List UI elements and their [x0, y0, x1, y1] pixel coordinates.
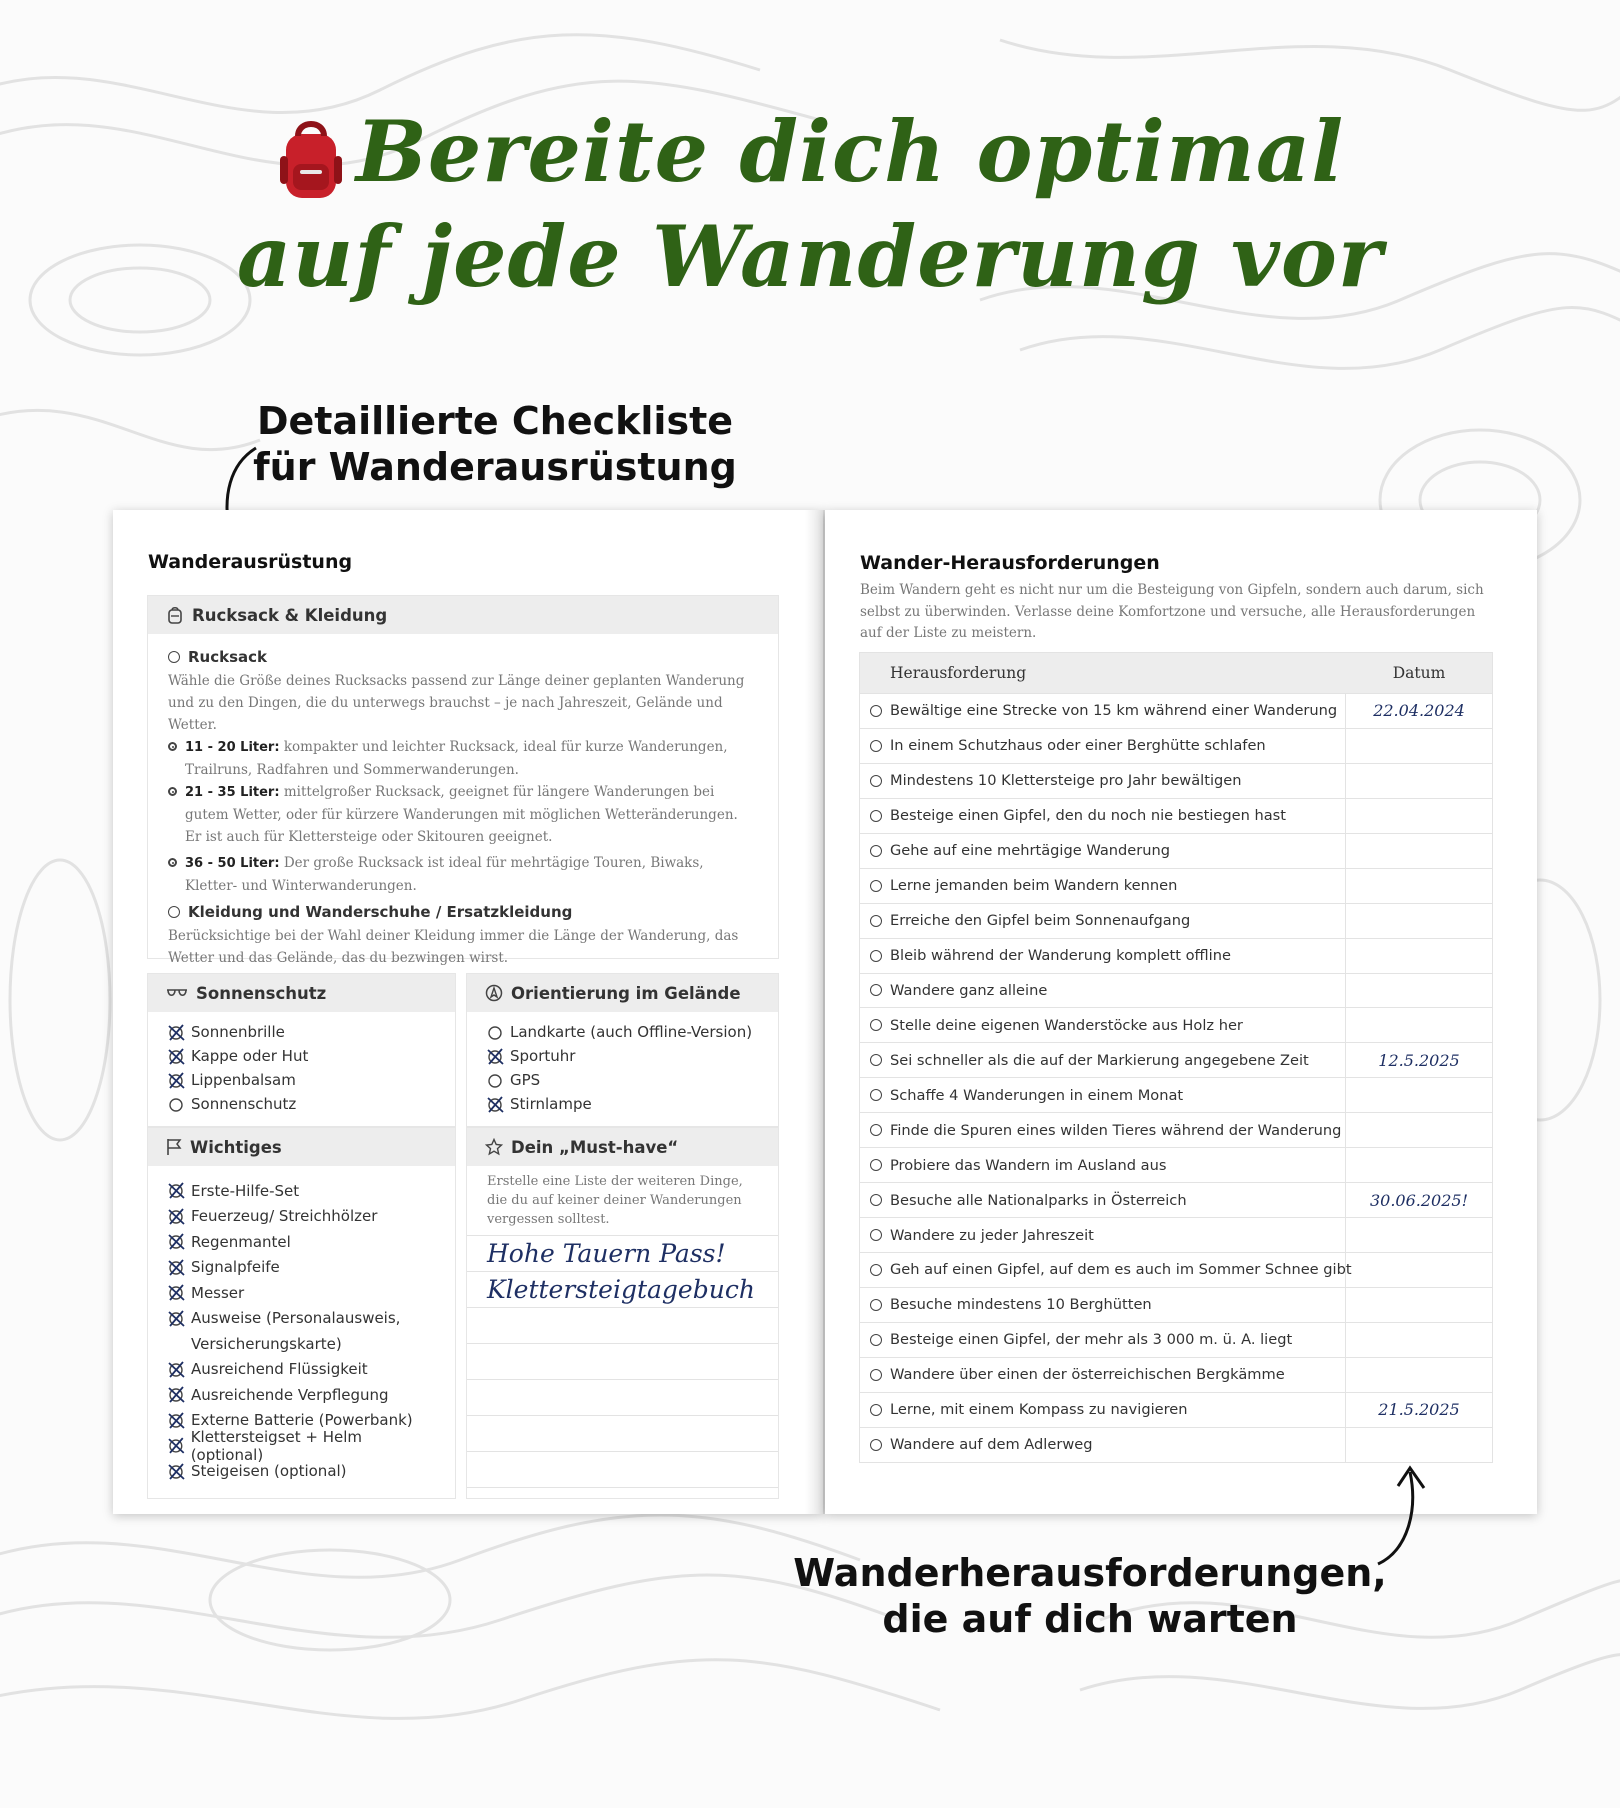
left-page-title: Wanderausrüstung [148, 551, 353, 573]
challenges-callout-line-2: die auf dich warten [882, 1597, 1298, 1641]
challenge-cell [860, 1323, 1346, 1357]
col-header-date: Datum [1392, 664, 1446, 682]
date-cell[interactable] [1346, 1428, 1492, 1462]
challenges-callout [780, 1550, 1400, 1642]
challenge-text: Schaffe 4 Wanderungen in einem Monat [890, 1086, 1184, 1104]
checked-checkbox-icon[interactable] [487, 1048, 504, 1065]
date-cell[interactable] [1346, 729, 1492, 763]
date-cell[interactable] [1346, 799, 1492, 833]
table-row [860, 693, 1492, 728]
sonnenschutz-list [148, 1012, 455, 1116]
challenge-text: In einem Schutzhaus oder einer Berghütte schlafen [890, 737, 1266, 755]
checklist-item-label: Steigeisen (optional) [191, 1462, 347, 1481]
challenge-checkbox[interactable] [870, 915, 882, 927]
wichtiges-box [147, 1127, 456, 1499]
col-header-challenge: Herausforderung [890, 664, 1027, 682]
table-row [860, 1252, 1492, 1287]
date-cell[interactable] [1346, 1323, 1492, 1357]
date-cell[interactable] [1346, 1183, 1492, 1217]
challenge-checkbox[interactable] [870, 810, 882, 822]
table-row [860, 728, 1492, 763]
table-row [860, 1077, 1492, 1112]
bullet-icon [168, 787, 177, 796]
challenge-checkbox[interactable] [870, 1019, 882, 1031]
date-cell[interactable] [1346, 1253, 1492, 1287]
challenge-text: Bewältige eine Strecke von 15 km während einer Wanderung [890, 702, 1338, 720]
checklist-item[interactable] [487, 1044, 758, 1068]
orientierung-header [467, 974, 778, 1012]
compass-icon [485, 984, 503, 1002]
challenge-cell [860, 1253, 1352, 1287]
checklist-item-label: Sonnenbrille [191, 1023, 285, 1041]
checked-checkbox-icon[interactable] [168, 1208, 185, 1225]
date-cell[interactable] [1346, 764, 1492, 798]
checklist-item-label: Stirnlampe [510, 1095, 592, 1113]
checked-checkbox-icon[interactable] [168, 1463, 185, 1480]
challenge-cell [860, 1113, 1346, 1147]
musthave-desc: Erstelle eine Liste der weiteren Dinge, die du auf keiner deiner Wanderungen vergessen solltest. [487, 1174, 743, 1227]
headline-line-2: auf jede Wanderung vor [236, 207, 1384, 306]
challenge-cell [860, 974, 1346, 1008]
challenge-text: Finde die Spuren eines wilden Tieres während der Wanderung [890, 1121, 1342, 1139]
challenge-checkbox[interactable] [870, 740, 882, 752]
checked-checkbox-icon[interactable] [168, 1412, 185, 1429]
challenge-cell [860, 1428, 1346, 1462]
checked-checkbox-icon[interactable] [168, 1024, 185, 1041]
orientierung-box [466, 973, 779, 1127]
challenges-callout-line-1: Wanderherausforderungen, [793, 1551, 1387, 1595]
challenge-cell [860, 1183, 1346, 1217]
sonnenschutz-box [147, 973, 456, 1127]
date-cell[interactable] [1346, 939, 1492, 973]
challenge-text: Besuche mindestens 10 Berghütten [890, 1296, 1152, 1314]
challenge-checkbox[interactable] [870, 1404, 882, 1416]
checked-checkbox-icon[interactable] [487, 1096, 504, 1113]
checked-checkbox-icon[interactable] [168, 1361, 185, 1378]
challenge-checkbox[interactable] [870, 1369, 882, 1381]
musthave-entry-2[interactable]: Klettersteigtagebuch [487, 1275, 755, 1304]
checked-checkbox-icon[interactable] [168, 1284, 185, 1301]
clothing-item-title: Kleidung und Wanderschuhe / Ersatzkleidung [188, 903, 573, 921]
challenge-checkbox[interactable] [870, 1229, 882, 1241]
unchecked-checkbox-icon[interactable] [487, 1024, 504, 1041]
wichtiges-header-label: Wichtiges [190, 1137, 282, 1157]
table-row [860, 1112, 1492, 1147]
right-page-title: Wander-Herausforderungen [860, 552, 1160, 574]
checklist-item[interactable] [168, 1178, 435, 1204]
challenge-cell [860, 1148, 1346, 1182]
musthave-blank-line[interactable] [467, 1380, 778, 1416]
date-cell[interactable] [1346, 869, 1492, 903]
size-label-1: 11 - 20 Liter: [185, 740, 280, 755]
checklist-item[interactable] [168, 1092, 435, 1116]
checklist-item[interactable] [168, 1357, 435, 1383]
rucksack-checkbox[interactable] [168, 651, 180, 663]
checklist-callout [250, 398, 740, 490]
checklist-item-label: Landkarte (auch Offline-Version) [510, 1023, 753, 1041]
table-row [860, 1042, 1492, 1077]
headline-line-1 [0, 102, 1620, 202]
checked-checkbox-icon[interactable] [168, 1259, 185, 1276]
table-row [860, 1007, 1492, 1042]
date-cell[interactable] [1346, 834, 1492, 868]
checked-checkbox-icon[interactable] [168, 1233, 185, 1250]
rucksack-header-label: Rucksack & Kleidung [192, 605, 388, 625]
challenge-cell [860, 764, 1346, 798]
backpack-icon [276, 116, 346, 202]
checklist-item-label: Sonnenschutz [191, 1095, 297, 1113]
sonnenschutz-header-label: Sonnenschutz [196, 983, 327, 1003]
challenge-cell [860, 1358, 1346, 1392]
checked-checkbox-icon[interactable] [168, 1072, 185, 1089]
orientierung-header-label: Orientierung im Gelände [511, 983, 741, 1003]
bullet-icon [168, 742, 177, 751]
checklist-item[interactable] [487, 1092, 758, 1116]
challenge-cell [860, 799, 1346, 833]
challenge-text: Geh auf einen Gipfel, auf dem es auch im Sommer Schnee gibt [890, 1261, 1352, 1279]
checklist-item[interactable] [168, 1068, 435, 1092]
table-row [860, 798, 1492, 833]
unchecked-checkbox-icon[interactable] [487, 1072, 504, 1089]
challenge-cell [860, 834, 1346, 868]
size-text-3: Der große Rucksack ist ideal für mehrtägige Touren, Biwaks, Kletter- und Winterwanderungen. [185, 855, 704, 894]
checklist-item-label: Sportuhr [510, 1047, 576, 1065]
table-row [860, 868, 1492, 903]
checklist-item-label: Ausreichende Verpflegung [191, 1385, 389, 1404]
date-cell[interactable] [1346, 1393, 1492, 1427]
challenge-cell [860, 694, 1346, 728]
table-row [860, 973, 1492, 1008]
challenge-checkbox[interactable] [870, 950, 882, 962]
challenge-text: Wandere zu jeder Jahreszeit [890, 1226, 1094, 1244]
challenge-checkbox[interactable] [870, 775, 882, 787]
challenge-text: Wandere über einen der österreichischen Bergkämme [890, 1366, 1285, 1384]
star-icon [485, 1138, 503, 1156]
flag-icon [166, 1138, 182, 1156]
challenge-checkbox[interactable] [870, 1089, 882, 1101]
checklist-item-label: GPS [510, 1071, 541, 1089]
orientierung-list [467, 1012, 778, 1116]
challenge-text: Lerne, mit einem Kompass zu navigieren [890, 1401, 1188, 1419]
rucksack-item-title: Rucksack [188, 648, 268, 666]
table-row [860, 1322, 1492, 1357]
wichtiges-list [148, 1166, 455, 1484]
table-row [860, 1182, 1492, 1217]
challenge-checkbox[interactable] [870, 1264, 882, 1276]
challenge-text: Erreiche den Gipfel beim Sonnenaufgang [890, 912, 1191, 930]
headline-text-1: Bereite dich optimal [355, 102, 1345, 201]
checklist-item-label: Externe Batterie (Powerbank) [191, 1411, 413, 1430]
checked-checkbox-icon[interactable] [168, 1048, 185, 1065]
challenge-checkbox[interactable] [870, 1439, 882, 1451]
checklist-item-label: Erste-Hilfe-Set [191, 1181, 300, 1200]
challenge-text: Besteige einen Gipfel, der mehr als 3 000 m. ü. A. liegt [890, 1331, 1293, 1349]
sonnenschutz-header [148, 974, 455, 1012]
challenge-checkbox[interactable] [870, 1194, 882, 1206]
challenge-cell [860, 1218, 1346, 1252]
challenge-checkbox[interactable] [870, 984, 882, 996]
challenge-cell [860, 939, 1346, 973]
challenge-text: Bleib während der Wanderung komplett offline [890, 947, 1231, 965]
date-cell[interactable] [1346, 1008, 1492, 1042]
challenge-text: Mindestens 10 Klettersteige pro Jahr bewältigen [890, 772, 1242, 790]
challenge-cell [860, 729, 1346, 763]
challenge-text: Besuche alle Nationalparks in Österreich [890, 1191, 1187, 1209]
challenges-table-body [860, 693, 1492, 1462]
musthave-blank-line[interactable] [467, 1308, 778, 1344]
table-row [860, 1217, 1492, 1252]
checklist-item-label: Kappe oder Hut [191, 1047, 309, 1065]
date-cell[interactable] [1346, 1043, 1492, 1077]
date-cell[interactable] [1346, 974, 1492, 1008]
table-row [860, 833, 1492, 868]
challenge-cell [860, 1393, 1346, 1427]
size-text-2: mittelgroßer Rucksack, geeignet für längere Wanderungen bei gutem Wetter, oder für kürzere Wanderungen mit möglichen Wetteränderungen. Er ist auch für Klettersteige oder Skitouren geeignet. [185, 784, 738, 845]
date-cell[interactable] [1346, 694, 1492, 728]
size-bullet-3 [168, 852, 758, 897]
challenge-checkbox[interactable] [870, 1299, 882, 1311]
challenge-cell [860, 1078, 1346, 1112]
clothing-checkbox[interactable] [168, 906, 180, 918]
checklist-item-label: Messer [191, 1283, 245, 1302]
checklist-item[interactable] [487, 1068, 758, 1092]
challenge-checkbox[interactable] [870, 1124, 882, 1136]
size-bullet-1 [168, 736, 758, 781]
right-page-intro: Beim Wandern geht es nicht nur um die Besteigung von Gipfeln, sondern auch darum, sich selbst zu überwinden. Verlasse deine Komfortzone und versuche, alle Herausforderungen auf der Liste zu meistern. [860, 582, 1484, 641]
challenge-checkbox[interactable] [870, 705, 882, 717]
checklist-item[interactable] [168, 1229, 435, 1255]
table-row [860, 1147, 1492, 1182]
challenge-date: 30.06.2025! [1369, 1190, 1469, 1210]
rucksack-header [148, 596, 778, 634]
challenges-table-header [860, 653, 1492, 693]
challenge-date: 22.04.2024 [1373, 701, 1465, 721]
table-row [860, 903, 1492, 938]
challenge-checkbox[interactable] [870, 1334, 882, 1346]
checklist-item[interactable] [168, 1306, 435, 1332]
challenge-cell [860, 1288, 1346, 1322]
checklist-item[interactable] [168, 1427, 435, 1464]
checklist-item[interactable] [168, 1331, 435, 1357]
challenge-text: Stelle deine eigenen Wanderstöcke aus Holz her [890, 1016, 1243, 1034]
challenge-checkbox[interactable] [870, 1054, 882, 1066]
checklist-item-label: Ausweise (Personalausweis, [191, 1309, 401, 1328]
backpack-outline-icon [166, 606, 184, 624]
checklist-item[interactable] [168, 1204, 435, 1230]
musthave-header-label: Dein „Must-have“ [511, 1137, 679, 1157]
checked-checkbox-icon[interactable] [168, 1437, 185, 1454]
musthave-blank-line[interactable] [467, 1344, 778, 1380]
checklist-item-label: Ausreichend Flüssigkeit [191, 1360, 368, 1379]
checklist-item-label: Versicherungskarte) [191, 1334, 342, 1353]
unchecked-checkbox-icon[interactable] [168, 1096, 185, 1113]
checklist-item[interactable] [487, 1020, 758, 1044]
checklist-item-label: Lippenbalsam [191, 1071, 296, 1089]
size-bullet-2 [168, 781, 758, 848]
checked-checkbox-icon[interactable] [168, 1386, 185, 1403]
date-cell[interactable] [1346, 1113, 1492, 1147]
table-row [860, 1392, 1492, 1427]
date-cell[interactable] [1346, 1078, 1492, 1112]
rucksack-item-desc: Wähle die Größe deines Rucksacks passend zur Länge deiner geplanten Wanderung und zu den Dingen, die du unterwegs brauchst – je nach Jahreszeit, Gelände und Wetter. [168, 673, 745, 733]
checklist-callout-line-1: Detaillierte Checkliste [256, 399, 734, 443]
challenge-text: Gehe auf eine mehrtägige Wanderung [890, 842, 1171, 860]
checklist-item[interactable] [168, 1382, 435, 1408]
challenges-table [859, 652, 1493, 1463]
musthave-blank-line[interactable] [467, 1416, 778, 1452]
checklist-item-label: Feuerzeug/ Streichhölzer [191, 1207, 378, 1226]
date-cell[interactable] [1346, 1358, 1492, 1392]
checklist-item[interactable] [168, 1020, 435, 1044]
challenge-text: Wandere ganz alleine [890, 981, 1048, 999]
checked-checkbox-icon[interactable] [168, 1310, 185, 1327]
checklist-callout-line-2: für Wanderausrüstung [253, 445, 737, 489]
checklist-item-label: Regenmantel [191, 1232, 291, 1251]
checklist-item[interactable] [168, 1255, 435, 1281]
checklist-item-label: Signalpfeife [191, 1258, 280, 1277]
date-cell[interactable] [1346, 904, 1492, 938]
date-cell[interactable] [1346, 1218, 1492, 1252]
checklist-item-label: Klettersteigset + Helm (optional) [190, 1427, 363, 1464]
challenge-checkbox[interactable] [870, 880, 882, 892]
clothing-item-desc: Berücksichtige bei der Wahl deiner Kleidung immer die Länge der Wanderung, das Wetter und das Gelände, das du bezwingen wirst. [168, 928, 739, 966]
challenge-text: Besteige einen Gipfel, den du noch nie bestiegen hast [890, 807, 1286, 825]
date-cell[interactable] [1346, 1148, 1492, 1182]
checked-checkbox-icon[interactable] [168, 1182, 185, 1199]
table-row [860, 938, 1492, 973]
musthave-header [467, 1128, 778, 1166]
checklist-item[interactable] [168, 1280, 435, 1306]
musthave-box [466, 1127, 779, 1499]
sunglasses-icon [166, 986, 188, 1000]
rucksack-box [147, 595, 779, 966]
challenge-date: 12.5.2025 [1378, 1050, 1460, 1070]
table-row [860, 763, 1492, 798]
challenge-checkbox[interactable] [870, 845, 882, 857]
table-row [860, 1287, 1492, 1322]
challenge-text: Wandere auf dem Adlerweg [890, 1436, 1093, 1454]
challenge-text: Probiere das Wandern im Ausland aus [890, 1156, 1167, 1174]
checklist-item[interactable] [168, 1044, 435, 1068]
challenge-cell [860, 869, 1346, 903]
size-text-1: kompakter und leichter Rucksack, ideal für kurze Wanderungen, Trailruns, Radfahren und Sommerwanderungen. [185, 739, 728, 778]
wichtiges-header [148, 1128, 455, 1166]
challenge-checkbox[interactable] [870, 1159, 882, 1171]
size-label-3: 36 - 50 Liter: [185, 856, 280, 871]
musthave-blank-line[interactable] [467, 1452, 778, 1488]
challenge-cell [860, 1043, 1346, 1077]
musthave-entry-1[interactable]: Hohe Tauern Pass! [487, 1239, 726, 1268]
table-row [860, 1357, 1492, 1392]
challenge-text: Sei schneller als die auf der Markierung angegebene Zeit [890, 1051, 1309, 1069]
challenge-cell [860, 904, 1346, 938]
challenge-text: Lerne jemanden beim Wandern kennen [890, 877, 1178, 895]
date-cell[interactable] [1346, 1288, 1492, 1322]
bullet-icon [168, 858, 177, 867]
table-row [860, 1427, 1492, 1462]
challenge-date: 21.5.2025 [1378, 1400, 1460, 1420]
challenge-cell [860, 1008, 1346, 1042]
size-label-2: 21 - 35 Liter: [185, 785, 280, 800]
